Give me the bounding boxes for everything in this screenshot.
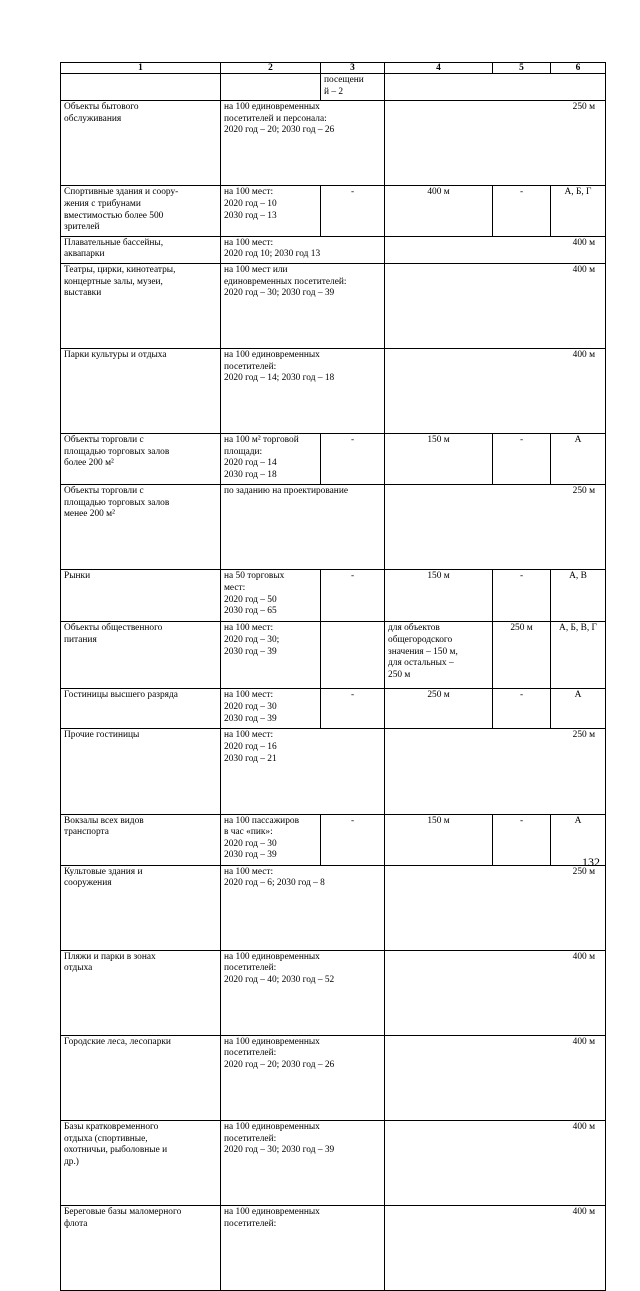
column-header: 3 (321, 63, 385, 74)
cell-object-name: Спортивные здания и соору- жения с трибунами вместимостью более 500 зрителей (61, 186, 221, 236)
cell-col3 (321, 622, 385, 689)
cell-zones: А, Б, В, Г (551, 622, 606, 689)
cell-object-name: Береговые базы маломерного флота (61, 1206, 221, 1291)
cell-col4: 250 м (385, 689, 493, 729)
table-row (61, 1035, 606, 1120)
column-header: 6 (551, 63, 606, 74)
page-number: 132 (582, 855, 600, 869)
cell-col5: - (493, 689, 551, 729)
cell-object-name: Объекты торговли с площадью торговых залов менее 200 м² (61, 485, 221, 570)
cell-distance: 400 м (385, 1206, 606, 1291)
column-header: 2 (221, 63, 321, 74)
cell-object-name: Рынки (61, 570, 221, 622)
cell-capacity-norm: на 100 пассажиров в час «пик»: 2020 год – 30 2030 год – 39 (221, 814, 321, 865)
table-row (61, 263, 606, 348)
norms-table (60, 62, 606, 1291)
cell-col4: 400 м (385, 186, 493, 236)
cell-capacity-norm: на 100 мест: 2020 год – 6; 2030 год – 8 (221, 865, 385, 950)
table-row (61, 622, 606, 689)
cell-object-name: Объекты бытового обслуживания (61, 101, 221, 186)
cell-zones: А (551, 689, 606, 729)
cell-object-name: Плавательные бассейны, аквапарки (61, 236, 221, 263)
cell-distance: 400 м (385, 263, 606, 348)
cell-capacity-norm: на 100 мест: 2020 год 10; 2030 год 13 (221, 236, 385, 263)
table-row (61, 186, 606, 236)
cell-object-name: Пляжи и парки в зонах отдыха (61, 950, 221, 1035)
table-row (61, 236, 606, 263)
table-row (61, 865, 606, 950)
cell-zones: А (551, 814, 606, 865)
column-header: 1 (61, 63, 221, 74)
cell-distance: 250 м (385, 865, 606, 950)
column-header: 4 (385, 63, 493, 74)
header-row (61, 63, 606, 74)
cell-object-name: Гостиницы высшего разряда (61, 689, 221, 729)
cell-capacity-norm: на 100 единовременных посетителей: 2020 год – 40; 2030 год – 52 (221, 950, 385, 1035)
cell-col5: - (493, 814, 551, 865)
table-row (61, 570, 606, 622)
cell-distance: 400 м (385, 1035, 606, 1120)
cell-object-name: Вокзалы всех видов транспорта (61, 814, 221, 865)
cell-object-name: Театры, цирки, кинотеатры, концертные залы, музеи, выставки (61, 263, 221, 348)
cell-col5: - (493, 434, 551, 485)
cell-capacity-norm: на 100 единовременных посетителей и персонала: 2020 год – 20; 2030 год – 26 (221, 101, 385, 186)
cell-object-name: Парки культуры и отдыха (61, 349, 221, 434)
cell-col3: - (321, 570, 385, 622)
column-header: 5 (493, 63, 551, 74)
cell-distance: 400 м (385, 349, 606, 434)
cell-col4: 150 м (385, 814, 493, 865)
cell-distance: 250 м (385, 485, 606, 570)
cell-object-name: Прочие гостиницы (61, 729, 221, 814)
cell-zones: А, Б, Г (551, 186, 606, 236)
cell-capacity-norm: на 50 торговых мест: 2020 год – 50 2030 год – 65 (221, 570, 321, 622)
cell-object-name: Культовые здания и сооружения (61, 865, 221, 950)
table-row (61, 349, 606, 434)
cell-capacity-norm: на 100 единовременных посетителей: (221, 1206, 385, 1291)
cell-capacity-norm: на 100 мест: 2020 год – 30 2030 год – 39 (221, 689, 321, 729)
cell-capacity-norm: на 100 мест: 2020 год – 10 2030 год – 13 (221, 186, 321, 236)
cell-col5: 250 м (493, 622, 551, 689)
table-row (61, 434, 606, 485)
cell-capacity-norm: на 100 мест: 2020 год – 30; 2030 год – 39 (221, 622, 321, 689)
continuation-row (61, 74, 606, 101)
cell-object-name: Объекты торговли с площадью торговых залов более 200 м² (61, 434, 221, 485)
cell-capacity-norm: на 100 м² торговой площади: 2020 год – 14 2030 год – 18 (221, 434, 321, 485)
table-row (61, 950, 606, 1035)
cell-col3: - (321, 186, 385, 236)
cell-zones: А (551, 434, 606, 485)
cell-col5: - (493, 186, 551, 236)
cell-distance: 400 м (385, 1121, 606, 1206)
cell-col4: 150 м (385, 570, 493, 622)
cell-col5: - (493, 570, 551, 622)
cell-col4: 150 м (385, 434, 493, 485)
cell-distance: 400 м (385, 950, 606, 1035)
cell-distance: 400 м (385, 236, 606, 263)
cell-object-name: Объекты общественного питания (61, 622, 221, 689)
cell-col4: для объектов общегородского значения – 150 м, для остальных – 250 м (385, 622, 493, 689)
table-row (61, 101, 606, 186)
cell-capacity-norm: по заданию на проектирование (221, 485, 385, 570)
table-row (61, 729, 606, 814)
cell-distance: 250 м (385, 729, 606, 814)
cell-col3: - (321, 689, 385, 729)
cell-capacity-norm: на 100 единовременных посетителей: 2020 год – 30; 2030 год – 39 (221, 1121, 385, 1206)
cell-col3: - (321, 814, 385, 865)
cell-zones: А, В (551, 570, 606, 622)
cell-col3: посещени й – 2 (321, 74, 385, 101)
table-row (61, 485, 606, 570)
cell-object-name: Базы кратковременного отдыха (спортивные, охотничьи, рыболовные и др.) (61, 1121, 221, 1206)
cell-object-name: Городские леса, лесопарки (61, 1035, 221, 1120)
cell-capacity-norm: на 100 мест: 2020 год – 16 2030 год – 21 (221, 729, 385, 814)
table-row (61, 689, 606, 729)
cell-capacity-norm: на 100 единовременных посетителей: 2020 год – 14; 2030 год – 18 (221, 349, 385, 434)
cell-capacity-norm: на 100 единовременных посетителей: 2020 год – 20; 2030 год – 26 (221, 1035, 385, 1120)
table-row (61, 814, 606, 865)
table-row (61, 1121, 606, 1206)
table-row (61, 1206, 606, 1291)
cell-distance: 250 м (385, 101, 606, 186)
cell-col3: - (321, 434, 385, 485)
cell-capacity-norm: на 100 мест или единовременных посетителей: 2020 год – 30; 2030 год – 39 (221, 263, 385, 348)
